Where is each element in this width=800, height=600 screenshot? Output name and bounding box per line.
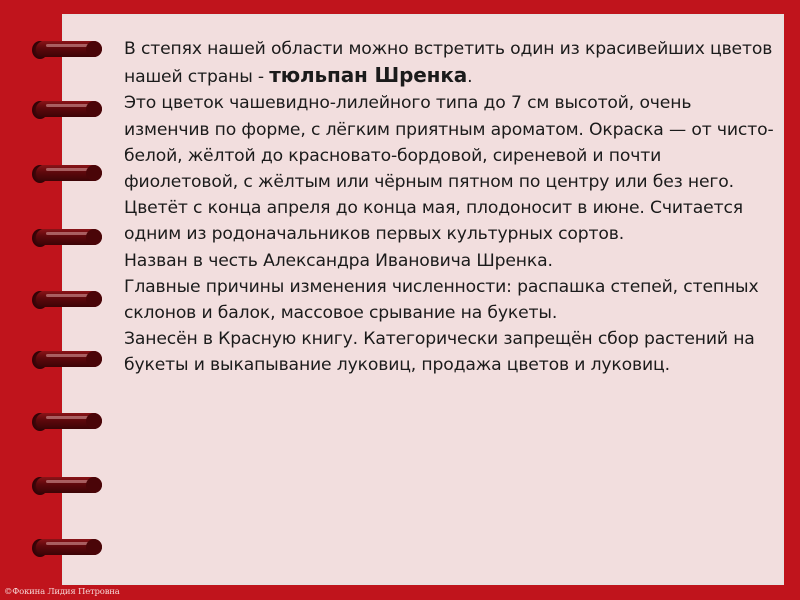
paragraph-description: Это цветок чашевидно-лилейного типа до 7 см высотой, очень изменчив по форме, с лёгким приятным ароматом. Окраска — от чисто-белой, жёлтой до красновато-бордовой, сиреневой и почти фиолетовой, с жёлтым или чёрным пятном по центру или без него. <box>124 93 774 193</box>
text-run: . <box>467 67 473 88</box>
paragraph-flowering: Цветёт с конца апреля до конца мая, плодоносит в июне. Считается одним из родоначальников первых культурных сортов. <box>124 198 743 245</box>
paragraph-protection: Занесён в Красную книгу. Категорически запрещён сбор растений на букеты и выкапывание луковиц, продажа цветов и луковиц. <box>124 329 755 376</box>
paragraph-threats: Главные причины изменения численности: распашка степей, степных склонов и балок, массовое срывание на букеты. <box>124 276 759 324</box>
text-run: В степях нашей области можно встретить один из красивейших цветов нашей страны - <box>124 39 773 88</box>
paragraph-intro <box>124 36 780 90</box>
copyright-text: ©Фокина Лидия Петровна <box>4 587 120 597</box>
slide-text <box>124 36 780 379</box>
species-name: тюльпан Шренка <box>269 63 468 88</box>
paragraph-named: Назван в честь Александра Ивановича Шренка. <box>124 250 553 271</box>
